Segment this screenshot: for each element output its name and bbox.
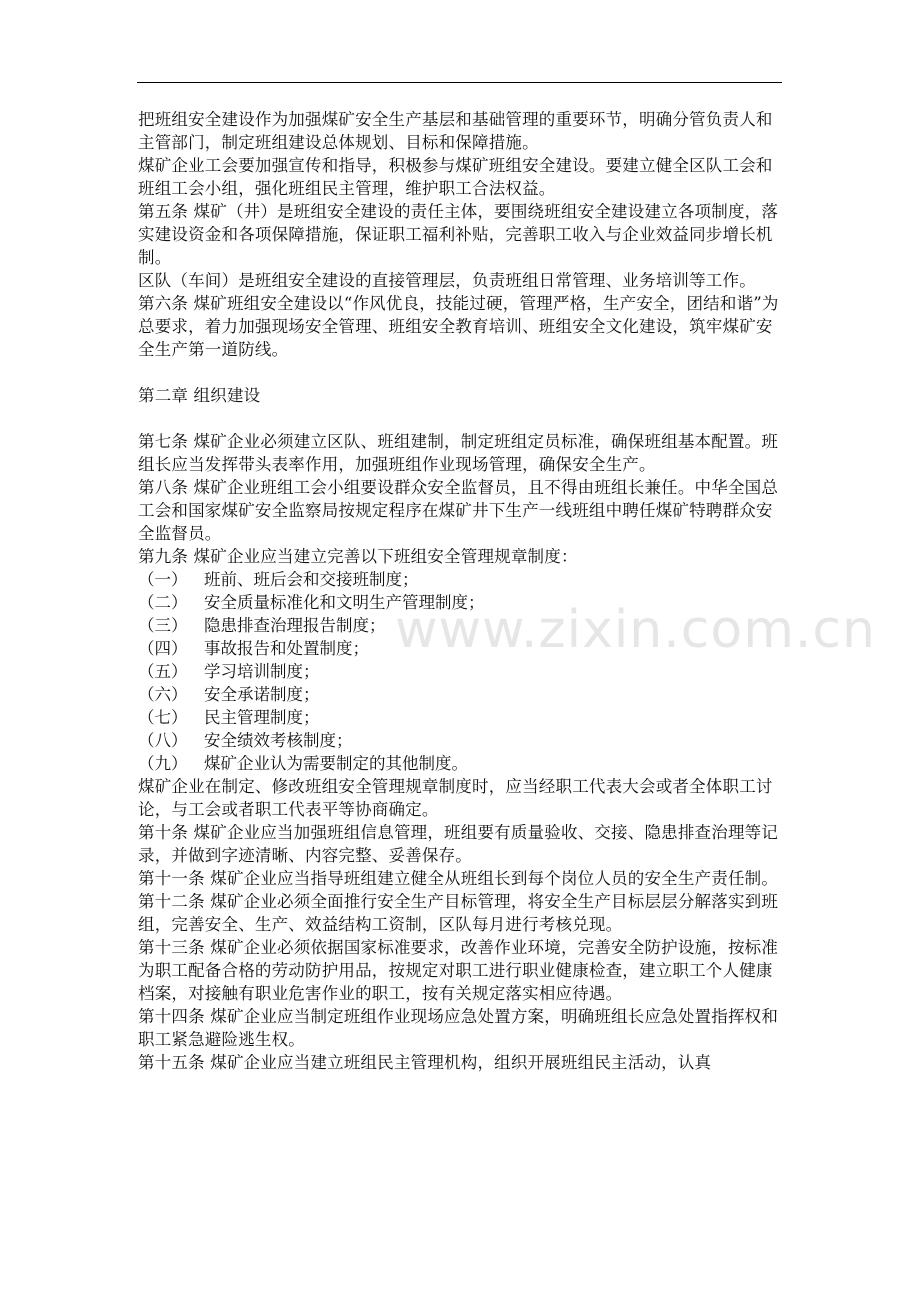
list-item-number: （九） (138, 754, 188, 773)
list-item (138, 568, 788, 591)
paragraph: 煤矿企业工会要加强宣传和指导，积极参与煤矿班组安全建设。要建立健全区队工会和班组工会小组，强化班组民主管理，维护职工合法权益。 (138, 156, 773, 198)
article-11: 第十一条 煤矿企业应当指导班组建立健全从班组长到每个岗位人员的安全生产责任制。 (138, 869, 779, 888)
article-10: 第十条 煤矿企业应当加强班组信息管理，班组要有质量验收、交接、隐患排查治理等记录，并做到字迹清晰、内容完整、妥善保存。 (138, 823, 779, 865)
list-item-number: （七） (138, 708, 188, 727)
article-7: 第七条 煤矿企业必须建立区队、班组建制，制定班组定员标准，确保班组基本配置。班组长应当发挥带头表率作用，加强班组作业现场管理，确保安全生产。 (138, 432, 779, 474)
list-item-text: 隐患排查治理报告制度； (204, 616, 386, 635)
list-item-text: 学习培训制度； (204, 662, 320, 681)
list-item-number: （八） (138, 731, 188, 750)
list-item (138, 591, 788, 614)
list-item (138, 683, 788, 706)
article-9: 第九条 煤矿企业应当建立完善以下班组安全管理规章制度： (138, 547, 578, 566)
article-8: 第八条 煤矿企业班组工会小组要设群众安全监督员，且不得由班组长兼任。中华全国总工会和国家煤矿安全监察局按规定程序在煤矿井下生产一线班组中聘任煤矿特聘群众安全监督员。 (138, 478, 779, 543)
list-item (138, 614, 788, 637)
article-15: 第十五条 煤矿企业应当建立班组民主管理机构，组织开展班组民主活动，认真 (138, 1053, 712, 1072)
watermark-text: www.zixin.com.cn (395, 600, 876, 660)
article-13: 第十三条 煤矿企业必须依据国家标准要求，改善作业环境，完善安全防护设施，按标准为职工配备合格的劳动防护用品，按规定对职工进行职业健康检查，建立职工个人健康档案，对接触有职业危害作业的职工，按有关规定落实相应待遇。 (138, 938, 779, 1003)
list-item-text: 安全绩效考核制度； (204, 731, 353, 750)
list-item (138, 637, 788, 660)
list-item-text: 事故报告和处置制度； (204, 639, 369, 658)
blank-line (138, 407, 788, 430)
article-12: 第十二条 煤矿企业必须全面推行安全生产目标管理，将安全生产目标层层分解落实到班组，完善安全、生产、效益结构工资制，区队每月进行考核兑现。 (138, 892, 779, 934)
header-rule (137, 82, 782, 83)
list-item-text: 班前、班后会和交接班制度； (204, 570, 419, 589)
article-14: 第十四条 煤矿企业应当制定班组作业现场应急处置方案，明确班组长应急处置指挥权和职工紧急避险逃生权。 (138, 1007, 779, 1049)
list-item-text: 煤矿企业认为需要制定的其他制度。 (204, 754, 468, 773)
list-item-text: 民主管理制度； (204, 708, 320, 727)
list-item-text: 安全承诺制度； (204, 685, 320, 704)
list-item (138, 706, 788, 729)
list-item-number: （六） (138, 685, 188, 704)
list-item-number: （二） (138, 593, 188, 612)
chapter-title: 第二章 组织建设 (138, 386, 261, 405)
paragraph: 煤矿企业在制定、修改班组安全管理规章制度时，应当经职工代表大会或者全体职工讨论，与工会或者职工代表平等协商确定。 (138, 777, 773, 819)
list-item-number: （一） (138, 570, 188, 589)
list-item (138, 729, 788, 752)
paragraph: 区队（车间）是班组安全建设的直接管理层，负责班组日常管理、业务培训等工作。 (138, 271, 756, 290)
list-item-number: （三） (138, 616, 188, 635)
list-item-number: （四） (138, 639, 188, 658)
list-item (138, 752, 788, 775)
document-body (138, 108, 788, 1074)
blank-line (138, 361, 788, 384)
article-5: 第五条 煤矿（井）是班组安全建设的责任主体，要围绕班组安全建设建立各项制度，落实建设资金和各项保障措施，保证职工福利补贴，完善职工收入与企业效益同步增长机制。 (138, 202, 779, 267)
paragraph: 把班组安全建设作为加强煤矿安全生产基层和基础管理的重要环节，明确分管负责人和主管部门，制定班组建设总体规划、目标和保障措施。 (138, 110, 773, 152)
article-6: 第六条 煤矿班组安全建设以“作风优良，技能过硬，管理严格，生产安全，团结和谐”为总要求，着力加强现场安全管理、班组安全教育培训、班组安全文化建设，筑牢煤矿安全生产第一道防线。 (138, 294, 779, 359)
list-item-number: （五） (138, 662, 188, 681)
list-item-text: 安全质量标准化和文明生产管理制度； (204, 593, 485, 612)
list-item (138, 660, 788, 683)
